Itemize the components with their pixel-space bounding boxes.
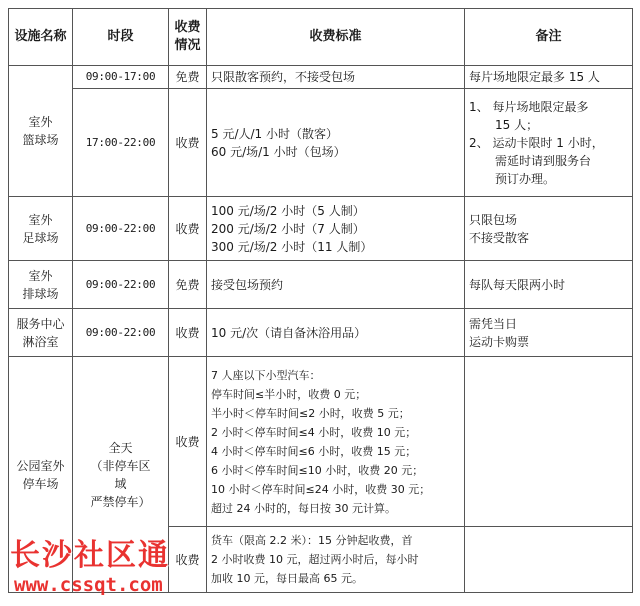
facility-name-line1: 室外: [28, 268, 53, 283]
status-cell: 免费: [169, 261, 207, 309]
remark-line: 只限包场: [469, 212, 518, 227]
remark-line: 2、 运动卡限时 1 小时，: [469, 135, 604, 150]
fee-table: [8, 8, 633, 593]
time-cell: 09:00-22:00: [73, 197, 169, 261]
facility-name-line1: 公园室外: [16, 458, 65, 473]
standard-line: 60 元/场/1 小时（包场）: [211, 144, 346, 159]
table-row: [9, 357, 633, 527]
facility-name-line2: 停车场: [22, 476, 59, 491]
standard-cell: [207, 357, 465, 527]
remark-cell: [465, 527, 633, 593]
remark-line: 预订办理。: [495, 171, 556, 186]
remark-line: 运动卡购票: [469, 334, 530, 349]
time-cell: 09:00-17:00: [73, 66, 169, 89]
remark-cell: [465, 309, 633, 357]
status-cell: 收费: [169, 357, 207, 527]
status-cell: 收费: [169, 89, 207, 197]
facility-name-line1: 室外: [28, 212, 53, 227]
facility-name-line2: 淋浴室: [22, 334, 59, 349]
standard-line: 7 人座以下小型汽车：: [211, 368, 321, 382]
standard-line: 2 小时收费 10 元，超过两小时后，每小时: [211, 553, 419, 566]
remark-cell: [465, 197, 633, 261]
standard-line: 200 元/场/2 小时（7 人制）: [211, 221, 365, 236]
header-fee-status-line2: 情况: [174, 38, 201, 53]
remark-cell: [465, 357, 633, 527]
time-cell: [73, 357, 169, 593]
facility-name-line1: 室外: [28, 115, 53, 129]
standard-line: 4 小时＜停车时间≤6 小时，收费 15 元；: [211, 444, 417, 458]
standard-cell: [207, 527, 465, 593]
standard-line: 2 小时＜停车时间≤4 小时，收费 10 元；: [211, 425, 417, 439]
time-line: （非停车区: [90, 458, 151, 473]
status-cell: 免费: [169, 66, 207, 89]
facility-name-line1: 服务中心: [16, 316, 65, 331]
standard-line: 半小时＜停车时间≤2 小时，收费 5 元；: [211, 406, 410, 420]
status-cell: 收费: [169, 197, 207, 261]
remark-line: 不接受散客: [469, 230, 530, 245]
standard-line: 货车（限高 2.2 米）：15 分钟起收费，首: [211, 534, 413, 547]
facility-volleyball: [9, 261, 73, 309]
table-row: [9, 89, 633, 197]
table-row: [9, 197, 633, 261]
standard-line: 加收 10 元，每日最高 65 元。: [211, 572, 363, 585]
time-line: 域: [114, 476, 127, 491]
time-cell: 09:00-22:00: [73, 261, 169, 309]
standard-cell: 10 元/次（请自备沐浴用品）: [207, 309, 465, 357]
table-row: [9, 66, 633, 89]
header-remarks: 备注: [465, 9, 633, 66]
header-row: [9, 9, 633, 66]
standard-line: 300 元/场/2 小时（11 人制）: [211, 239, 373, 254]
standard-line: 5 元/人/1 小时（散客）: [211, 126, 338, 141]
standard-cell: [207, 197, 465, 261]
header-time: 时段: [73, 9, 169, 66]
time-line: 严禁停车）: [90, 494, 151, 509]
standard-cell: [207, 89, 465, 197]
remark-line: 需凭当日: [469, 316, 518, 331]
standard-line: 10 小时＜停车时间≤24 小时，收费 30 元；: [211, 482, 431, 496]
remark-line: 15 人；: [495, 117, 539, 132]
facility-name-line2: 足球场: [22, 230, 59, 245]
standard-cell: 只限散客预约，不接受包场: [207, 66, 465, 89]
facility-basketball: [9, 66, 73, 197]
time-cell: 09:00-22:00: [73, 309, 169, 357]
facility-parking: [9, 357, 73, 593]
status-cell: 收费: [169, 309, 207, 357]
facility-shower: [9, 309, 73, 357]
header-fee-status-line1: 收费: [174, 20, 201, 35]
remark-cell: 每队每天限两小时: [465, 261, 633, 309]
standard-line: 6 小时＜停车时间≤10 小时，收费 20 元；: [211, 463, 424, 477]
standard-line: 超过 24 小时的，每日按 30 元计算。: [211, 501, 396, 515]
remark-cell: [465, 89, 633, 197]
remark-cell: 每片场地限定最多 15 人: [465, 66, 633, 89]
status-cell: 收费: [169, 527, 207, 593]
time-cell: 17:00-22:00: [73, 89, 169, 197]
remark-line: 1、 每片场地限定最多: [469, 99, 589, 114]
header-fee-status: [169, 9, 207, 66]
table-row: [9, 309, 633, 357]
standard-line: 停车时间≤半小时，收费 0 元；: [211, 387, 367, 401]
time-line: 全天: [108, 440, 133, 455]
header-standard: 收费标准: [207, 9, 465, 66]
facility-football: [9, 197, 73, 261]
table-row: [9, 261, 633, 309]
watermark-text: 长沙社区通: [10, 538, 170, 573]
remark-line: 需延时请到服务台: [495, 153, 592, 168]
facility-name-line2: 排球场: [22, 286, 59, 301]
facility-name-line2: 篮球场: [22, 133, 59, 147]
header-facility: 设施名称: [9, 9, 73, 66]
watermark-url: www.cssqt.com: [14, 574, 163, 596]
standard-cell: 接受包场预约: [207, 261, 465, 309]
standard-line: 100 元/场/2 小时（5 人制）: [211, 203, 365, 218]
